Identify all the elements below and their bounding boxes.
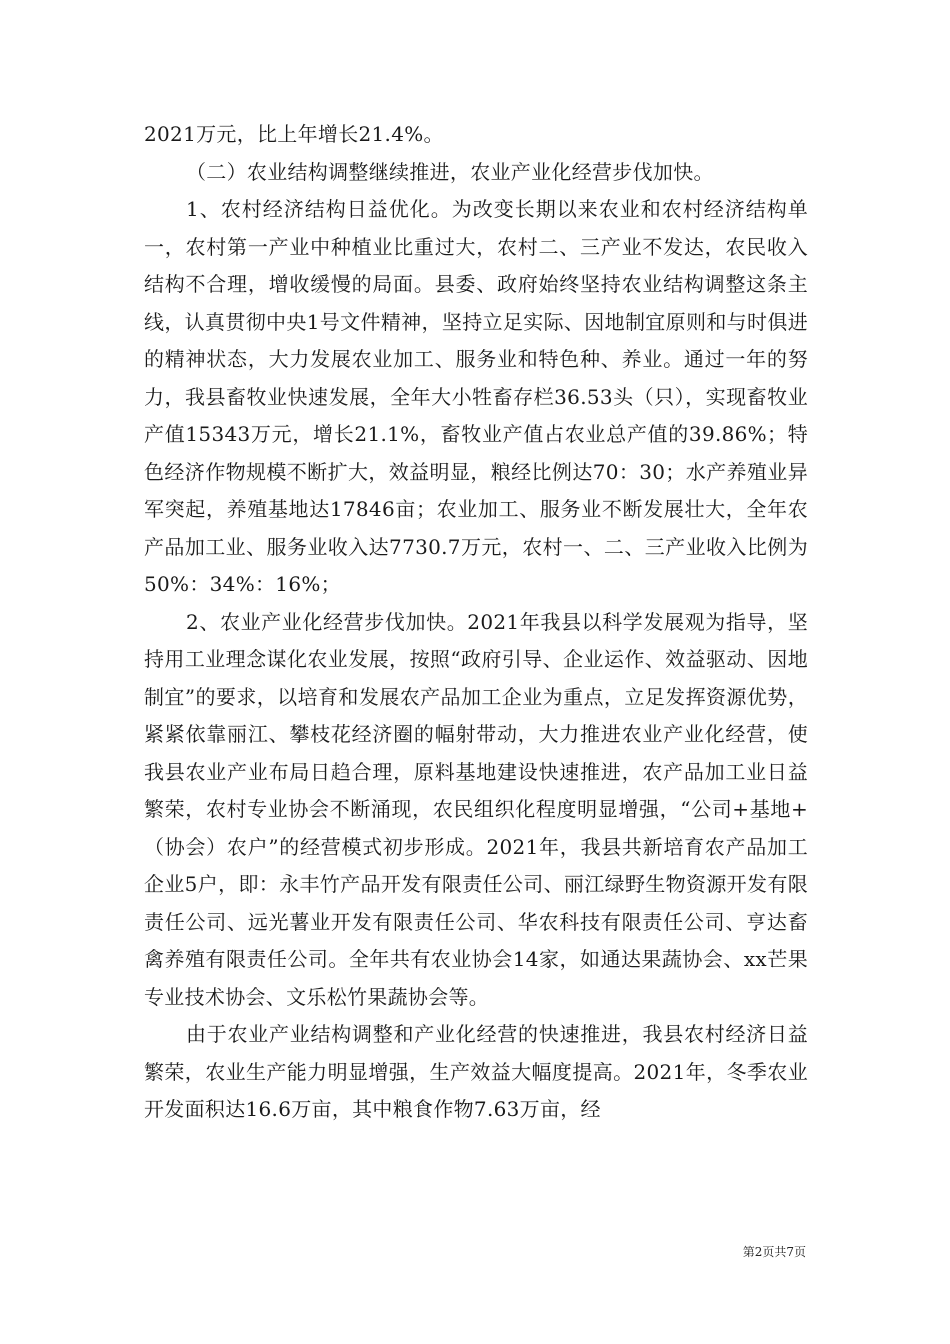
paragraph-results: 由于农业产业结构调整和产业化经营的快速推进，我县农村经济日益繁荣，农业生产能力明显增强，生产效益大幅度提高。2021年，冬季农业开发面积达16.6万亩，其中粮食作物7.63万亩，经 (144, 1022, 808, 1121)
paragraph-continuation: 2021万元，比上年增长21.4%。 (144, 122, 444, 146)
document-body (144, 116, 808, 1129)
page-number: 第2页共7页 (742, 1245, 806, 1259)
paragraph-industrialization: 2、农业产业化经营步伐加快。2021年我县以科学发展观为指导，坚持用工业理念谋化农业发展，按照“政府引导、企业运作、效益驱动、因地制宜”的要求，以培育和发展农产品加工企业为重点，立足发挥资源优势，紧紧依靠丽江、攀枝花经济圈的幅射带动，大力推进农业产业化经营，使我县农业产业布局日趋合理，原料基地建设快速推进，农产品加工业日益繁荣，农村专业协会不断涌现，农民组织化程度明显增强，“公司+基地+（协会）农户”的经营模式初步形成。2021年，我县共新培育农产品加工企业5户，即：永丰竹产品开发有限责任公司、丽江绿野生物资源开发有限责任公司、远光薯业开发有限责任公司、华农科技有限责任公司、亨达畜禽养殖有限责任公司。全年共有农业协会14家，如通达果蔬协会、xx芒果专业技术协会、文乐松竹果蔬协会等。 (144, 609, 808, 1009)
paragraph-rural-economy: 1、农村经济结构日益优化。为改变长期以来农业和农村经济结构单一，农村第一产业中种植业比重过大，农村二、三产业不发达，农民收入结构不合理，增收缓慢的局面。县委、政府始终坚持农业结构调整这条主线，认真贯彻中央1号文件精神，坚持立足实际、因地制宜原则和与时俱进的精神状态，大力发展农业加工、服务业和特色种、养业。通过一年的努力，我县畜牧业快速发展，全年大小牲畜存栏36.53头（只），实现畜牧业产值15343万元，增长21.1%，畜牧业产值占农业总产值的39.86%；特色经济作物规模不断扩大，效益明显，粮经比例达70：30；水产养殖业异军突起，养殖基地达17846亩；农业加工、服务业不断发展壮大，全年农产品加工业、服务业收入达7730.7万元，农村一、二、三产业收入比例为50%：34%：16%； (144, 197, 808, 596)
section-heading: （二）农业结构调整继续推进，农业产业化经营步伐加快。 (186, 159, 714, 184)
